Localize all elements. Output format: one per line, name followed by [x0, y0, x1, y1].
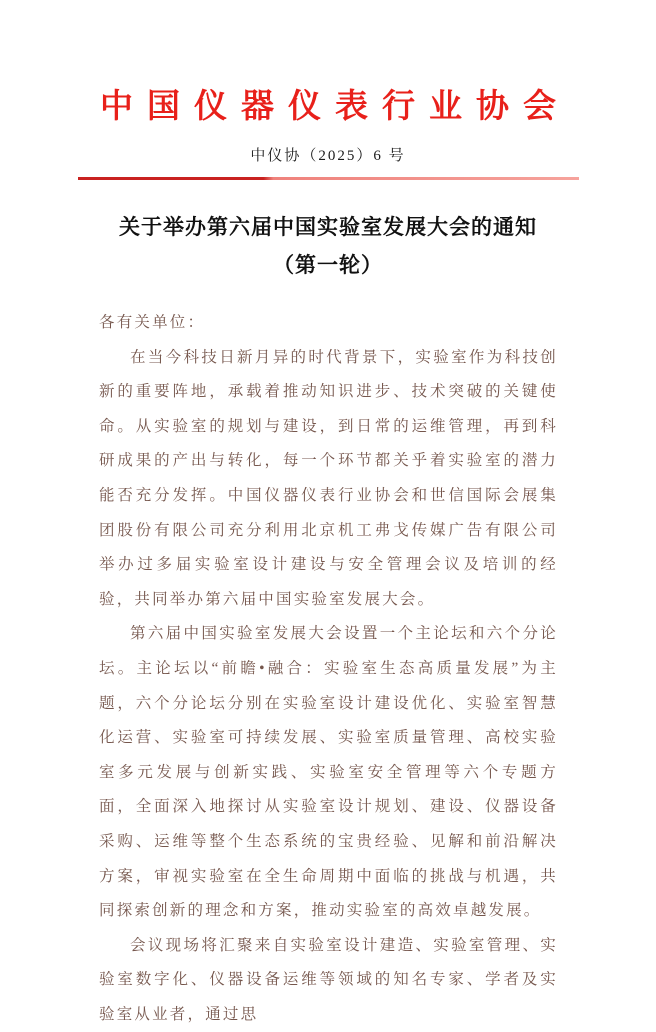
- salutation: 各有关单位：: [99, 314, 206, 331]
- body-paragraph: 第六届中国实验室发展大会设置一个主论坛和六个分论坛。主论坛以“前瞻•融合：实验室生态高质量发展”为主题，六个分论坛分别在实验室设计建设优化、实验室智慧化运营、实验室可持续发展、实验室质量管理、高校实验室多元发展与创新实践、实验室安全管理等六个专题方面，全面深入地探讨从实验室设计规划、建设、仪器设备采购、运维等整个生态系统的宝贵经验、见解和前沿解决方案，审视实验室在全生命周期中面临的挑战与机遇，共同探索创新的理念和方案，推动实验室的高效卓越发展。: [99, 625, 558, 920]
- document-page: [0, 80, 656, 1023]
- header-divider-rule: [78, 177, 579, 180]
- document-subtitle: （第一轮）: [273, 253, 383, 277]
- body-paragraph: 会议现场将汇聚来自实验室设计建造、实验室管理、实验室数字化、仪器设备运维等领域的知名专家、学者及实验室从业者，通过思: [99, 936, 558, 1023]
- document-body: [99, 306, 558, 1032]
- document-title: 关于举办第六届中国实验室发展大会的通知: [119, 215, 537, 239]
- org-name-heading: 中国仪器仪表行业协会: [100, 89, 570, 125]
- doc-number: 中仪协（2025）6 号: [250, 148, 406, 164]
- body-paragraph: 在当今科技日新月异的时代背景下，实验室作为科技创新的重要阵地，承载着推动知识进步、技术突破的关键使命。从实验室的规划与建设，到日常的运维管理，再到科研成果的产出与转化，每一个环节都关乎着实验室的潜力能否充分发挥。中国仪器仪表行业协会和世信国际会展集团股份有限公司充分利用北京机工弗戈传媒广告有限公司举办过多届实验室设计建设与安全管理会议及培训的经验，共同举办第六届中国实验室发展大会。: [99, 348, 558, 608]
